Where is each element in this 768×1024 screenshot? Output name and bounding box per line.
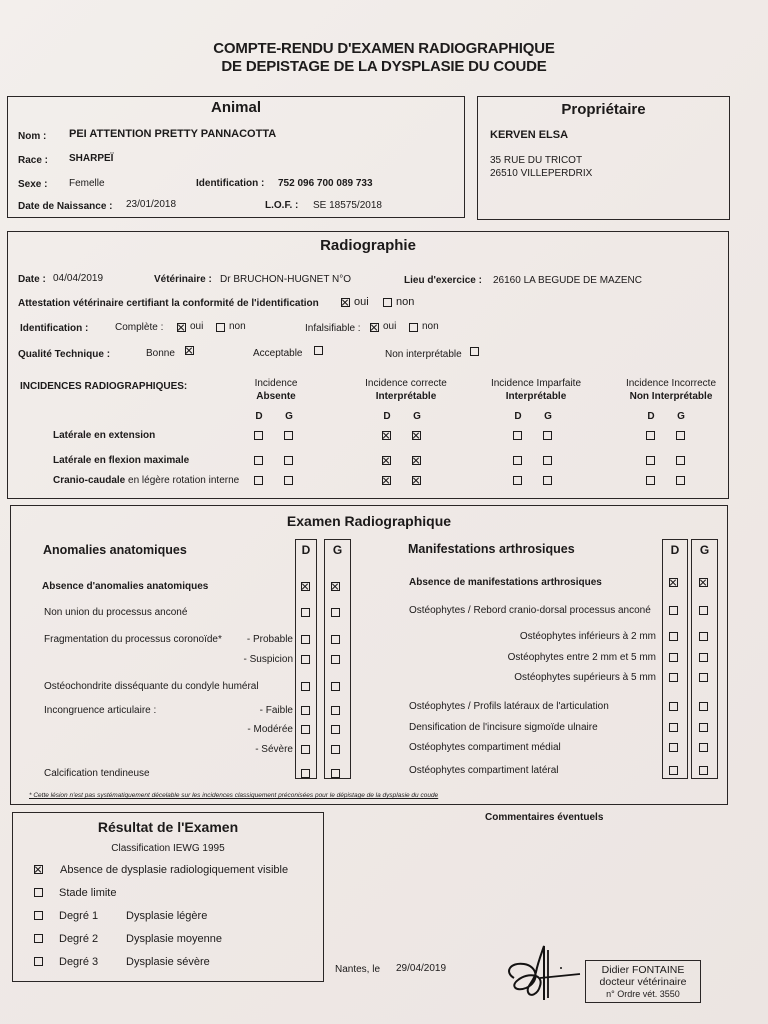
identification-check-label: Identification : — [20, 323, 89, 334]
resultat-option-label: Degré 1 — [59, 910, 99, 922]
resultat-option-label: Absence de dysplasie radiologiquement visible — [60, 864, 289, 876]
arthrose-d-header: D — [670, 543, 680, 557]
arthrose-checkbox-g[interactable] — [699, 766, 708, 775]
incidence-checkbox-g[interactable] — [676, 476, 685, 485]
qualite-bonne-checkbox[interactable] — [185, 346, 194, 355]
anomaly-checkbox-d[interactable] — [301, 769, 310, 778]
animal-heading: Animal — [210, 99, 261, 116]
incidence-row-label-bold: Latérale en extension — [53, 430, 156, 441]
anomaly-checkbox-g[interactable] — [331, 608, 340, 617]
complete-non-checkbox[interactable] — [216, 323, 225, 332]
arthrose-checkbox-d[interactable] — [669, 578, 678, 587]
arthrose-checkbox-d[interactable] — [669, 766, 678, 775]
anomaly-label: Incongruence articulaire : — [44, 705, 157, 716]
resultat-checkbox[interactable] — [34, 865, 43, 874]
resultat-checkbox[interactable] — [34, 911, 43, 920]
incidence-checkbox-d[interactable] — [382, 476, 391, 485]
stamp-title: docteur vétérinaire — [599, 976, 687, 988]
arthrose-heading: Manifestations arthrosiques — [408, 542, 575, 556]
resultat-option-desc: Dysplasie sévère — [126, 956, 210, 968]
document-title — [0, 40, 768, 76]
identification-value: 752 096 700 089 733 — [278, 178, 373, 189]
infalsifiable-non-checkbox[interactable] — [409, 323, 418, 332]
naissance-label: Date de Naissance : — [18, 201, 113, 212]
qualite-label: Qualité Technique : — [18, 349, 111, 360]
incidence-checkbox-d[interactable] — [513, 456, 522, 465]
arthrose-checkbox-d[interactable] — [669, 673, 678, 682]
anomaly-checkbox-d[interactable] — [301, 682, 310, 691]
incidence-checkbox-d[interactable] — [513, 431, 522, 440]
incidences-label: INCIDENCES RADIOGRAPHIQUES: — [20, 381, 188, 392]
incidence-col-2-d-header: D — [514, 411, 522, 422]
signature-icon — [500, 942, 582, 1004]
anomaly-sub-label: - Modérée — [247, 724, 293, 735]
commentaires-heading: Commentaires éventuels — [485, 812, 604, 823]
anomaly-checkbox-d[interactable] — [301, 655, 310, 664]
owner-address-1: 35 RUE DU TRICOT — [490, 155, 583, 166]
incidence-checkbox-g[interactable] — [676, 431, 685, 440]
anomaly-sub-label: - Probable — [246, 634, 293, 645]
qualite-acceptable-label: Acceptable — [253, 348, 303, 359]
identification-label: Identification : — [196, 178, 265, 189]
arthrose-checkbox-d[interactable] — [669, 606, 678, 615]
anomaly-label: Fragmentation du processus coronoïde* — [44, 634, 222, 645]
resultat-checkbox[interactable] — [34, 888, 43, 897]
attestation-label: Attestation vétérinaire certifiant la conformité de l'identification — [18, 298, 319, 309]
nom-value: PEI ATTENTION PRETTY PANNACOTTA — [69, 128, 277, 140]
anomaly-checkbox-d[interactable] — [301, 745, 310, 754]
incidence-checkbox-g[interactable] — [676, 456, 685, 465]
date-label: Date : — [18, 274, 46, 285]
anomaly-sub-label: - Sévère — [255, 744, 293, 755]
resultat-checkbox[interactable] — [34, 957, 43, 966]
incidence-col-0-g-header: G — [285, 411, 293, 422]
vet-value: Dr BRUCHON-HUGNET N°O — [220, 274, 352, 285]
owner-address-2: 26510 VILLEPERDRIX — [490, 168, 593, 179]
sexe-label: Sexe : — [18, 179, 48, 190]
incidence-checkbox-d[interactable] — [382, 431, 391, 440]
race-value: SHARPEÏ — [69, 153, 114, 164]
infalsifiable-oui-checkbox[interactable] — [370, 323, 379, 332]
incidence-col-2-line1: Incidence Imparfaite — [490, 378, 582, 389]
arthrose-label: Ostéophytes / Rebord cranio-dorsal processus anconé — [409, 605, 651, 616]
infalsifiable-oui-label: oui — [383, 321, 397, 332]
complete-label: Complète : — [115, 322, 164, 333]
commentaires-area[interactable] — [335, 830, 735, 950]
arthrose-checkbox-g[interactable] — [699, 606, 708, 615]
arthrose-checkbox-d[interactable] — [669, 723, 678, 732]
arthrose-label: Densification de l'incisure sigmoïde ulnaire — [409, 722, 598, 733]
incidence-checkbox-d[interactable] — [254, 456, 263, 465]
examen-section — [10, 505, 728, 805]
arthrose-checkbox-g[interactable] — [699, 653, 708, 662]
anomaly-checkbox-g[interactable] — [331, 655, 340, 664]
incidence-checkbox-d[interactable] — [646, 456, 655, 465]
incidence-row-label — [53, 475, 239, 486]
lieu-value: 26160 LA BEGUDE DE MAZENC — [493, 275, 642, 286]
incidence-checkbox-g[interactable] — [412, 476, 421, 485]
incidence-col-1-line1: Incidence correcte — [365, 378, 447, 389]
incidence-checkbox-d[interactable] — [382, 456, 391, 465]
anomaly-checkbox-g[interactable] — [331, 635, 340, 644]
signature-date: 29/04/2019 — [396, 963, 447, 974]
resultat-heading: Résultat de l'Examen — [97, 819, 239, 835]
title-line-2: DE DEPISTAGE DE LA DYSPLASIE DU COUDE — [221, 58, 547, 75]
incidence-col-0-line2: Absente — [256, 391, 296, 402]
incidence-row-label-rest: en légère rotation interne — [125, 475, 240, 486]
anomaly-checkbox-g[interactable] — [331, 582, 340, 591]
attestation-non-checkbox[interactable] — [383, 298, 392, 307]
classification-label: Classification IEWG 1995 — [111, 843, 225, 854]
arthrose-label: Ostéophytes inférieurs à 2 mm — [519, 631, 656, 642]
incidence-checkbox-g[interactable] — [284, 431, 293, 440]
anomaly-label: Ostéochondrite disséquante du condyle huméral — [44, 681, 259, 692]
anomaly-sub-label: - Suspicion — [243, 654, 293, 665]
anomaly-label: Non union du processus anconé — [44, 607, 188, 618]
incidence-row-label-bold: Cranio-caudale — [53, 475, 126, 486]
resultat-option-desc: Dysplasie moyenne — [126, 933, 222, 945]
anomaly-checkbox-d[interactable] — [301, 582, 310, 591]
footnote: * Cette lésion n'est pas systématiquement décelable sur les incidences classiquement préconisées pour le dépistage de la dysplasie du coude — [29, 792, 439, 799]
incidence-checkbox-d[interactable] — [513, 476, 522, 485]
anomaly-checkbox-d[interactable] — [301, 608, 310, 617]
proprietaire-heading: Propriétaire — [561, 101, 646, 118]
resultat-section — [12, 812, 324, 982]
anomaly-checkbox-g[interactable] — [331, 769, 340, 778]
incidence-checkbox-d[interactable] — [254, 476, 263, 485]
anomaly-checkbox-g[interactable] — [331, 682, 340, 691]
arthrose-label: Absence de manifestations arthrosiques — [409, 577, 602, 588]
nom-label: Nom : — [18, 131, 47, 142]
incidence-checkbox-d[interactable] — [254, 431, 263, 440]
sexe-value: Femelle — [69, 178, 105, 189]
anomaly-checkbox-g[interactable] — [331, 725, 340, 734]
attestation-oui-label: oui — [354, 296, 369, 308]
lieu-label: Lieu d'exercice : — [404, 275, 482, 286]
examen-heading: Examen Radiographique — [286, 513, 452, 529]
animal-section — [7, 96, 465, 218]
arthrose-checkbox-d[interactable] — [669, 702, 678, 711]
resultat-option-label: Degré 3 — [59, 956, 99, 968]
anomaly-checkbox-d[interactable] — [301, 706, 310, 715]
vet-label: Vétérinaire : — [154, 274, 212, 285]
qualite-bonne-label: Bonne — [146, 348, 175, 359]
race-label: Race : — [18, 155, 49, 166]
lof-label: L.O.F. : — [265, 200, 299, 211]
incidence-row-label — [53, 455, 189, 466]
arthrose-checkbox-d[interactable] — [669, 653, 678, 662]
complete-oui-checkbox[interactable] — [177, 323, 186, 332]
incidence-col-1-line2: Interprétable — [375, 391, 437, 402]
owner-name: KERVEN ELSA — [490, 129, 569, 141]
complete-non-label: non — [229, 321, 246, 332]
arthrose-checkbox-g[interactable] — [699, 743, 708, 752]
incidence-checkbox-g[interactable] — [284, 476, 293, 485]
incidence-checkbox-g[interactable] — [543, 431, 552, 440]
qualite-non-interpretable-label: Non interprétable — [385, 349, 462, 360]
resultat-option-label: Degré 2 — [59, 933, 99, 945]
infalsifiable-label: Infalsifiable : — [305, 323, 361, 334]
arthrose-label: Ostéophytes supérieurs à 5 mm — [514, 672, 656, 683]
incidence-checkbox-d[interactable] — [646, 431, 655, 440]
arthrose-checkbox-g[interactable] — [699, 673, 708, 682]
anomalies-g-header: G — [332, 543, 343, 557]
naissance-value: 23/01/2018 — [126, 199, 177, 210]
attestation-non-label: non — [396, 296, 415, 308]
incidence-col-2-g-header: G — [544, 411, 552, 422]
incidence-checkbox-g[interactable] — [543, 456, 552, 465]
arthrose-checkbox-g[interactable] — [699, 632, 708, 641]
stamp-ordre: n° Ordre vét. 3550 — [606, 989, 680, 999]
incidence-col-0-line1: Incidence — [254, 378, 298, 389]
anomaly-label: Absence d'anomalies anatomiques — [42, 581, 209, 592]
incidence-checkbox-g[interactable] — [284, 456, 293, 465]
incidence-col-3-line2: Non Interprétable — [629, 391, 713, 402]
resultat-option-desc: Dysplasie légère — [126, 910, 208, 922]
arthrose-checkbox-g[interactable] — [699, 578, 708, 587]
anomaly-checkbox-g[interactable] — [331, 706, 340, 715]
incidence-col-3-d-header: D — [647, 411, 655, 422]
arthrose-label: Ostéophytes compartiment latéral — [409, 765, 559, 776]
complete-oui-label: oui — [190, 321, 204, 332]
anomalies-d-header: D — [301, 543, 311, 557]
vet-stamp — [585, 960, 701, 1003]
arthrose-checkbox-d[interactable] — [669, 632, 678, 641]
anomaly-checkbox-d[interactable] — [301, 725, 310, 734]
incidence-row-label — [53, 430, 155, 441]
radiographie-heading: Radiographie — [320, 237, 416, 254]
incidence-checkbox-g[interactable] — [412, 431, 421, 440]
resultat-option-label: Stade limite — [59, 887, 117, 899]
anomaly-checkbox-d[interactable] — [301, 635, 310, 644]
radiographie-section — [7, 231, 729, 499]
anomalies-heading: Anomalies anatomiques — [43, 543, 187, 557]
qualite-acceptable-checkbox[interactable] — [314, 346, 323, 355]
stamp-name: Didier FONTAINE — [601, 964, 685, 976]
incidence-checkbox-d[interactable] — [646, 476, 655, 485]
place-label: Nantes, le — [335, 964, 381, 975]
incidence-checkbox-g[interactable] — [412, 456, 421, 465]
incidence-col-1-g-header: G — [413, 411, 421, 422]
incidence-col-3-line1: Incidence Incorrecte — [625, 378, 717, 389]
incidence-col-1-d-header: D — [383, 411, 391, 422]
arthrose-label: Ostéophytes / Profils latéraux de l'articulation — [409, 701, 609, 712]
anomaly-sub-label: - Faible — [259, 705, 293, 716]
anomaly-label: Calcification tendineuse — [44, 768, 150, 779]
proprietaire-section — [477, 96, 730, 220]
attestation-oui-checkbox[interactable] — [341, 298, 350, 307]
incidence-row-label-bold: Latérale en flexion maximale — [53, 455, 190, 466]
arthrose-g-header: G — [699, 543, 710, 557]
resultat-checkbox[interactable] — [34, 934, 43, 943]
arthrose-checkbox-d[interactable] — [669, 743, 678, 752]
incidence-col-0-d-header: D — [255, 411, 263, 422]
incidence-col-3-g-header: G — [677, 411, 685, 422]
title-line-1: COMPTE-RENDU D'EXAMEN RADIOGRAPHIQUE — [213, 40, 555, 57]
arthrose-label: Ostéophytes compartiment médial — [409, 742, 561, 753]
incidence-checkbox-g[interactable] — [543, 476, 552, 485]
arthrose-checkbox-g[interactable] — [699, 702, 708, 711]
lof-value: SE 18575/2018 — [313, 200, 382, 211]
arthrose-checkbox-g[interactable] — [699, 723, 708, 732]
incidence-col-2-line2: Interprétable — [505, 391, 567, 402]
arthrose-label: Ostéophytes entre 2 mm et 5 mm — [507, 652, 656, 663]
infalsifiable-non-label: non — [422, 321, 439, 332]
qualite-non-interpretable-checkbox[interactable] — [470, 347, 479, 356]
date-value: 04/04/2019 — [53, 273, 104, 284]
anomaly-checkbox-g[interactable] — [331, 745, 340, 754]
